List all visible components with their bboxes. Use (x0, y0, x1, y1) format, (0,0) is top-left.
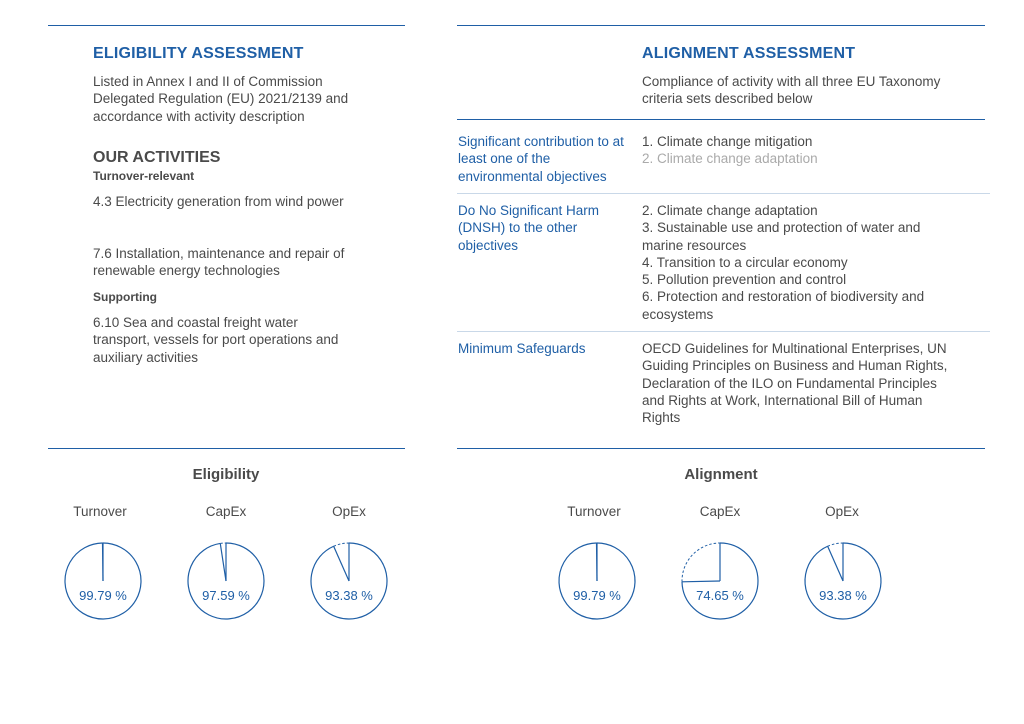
alignment-turnover-pie (555, 539, 639, 623)
objective-item: 1. Climate change mitigation (642, 134, 813, 149)
pie-radius (334, 546, 349, 581)
criterion-significant-contribution: Significant contribution to at least one of the environmental objectives (458, 134, 624, 184)
criterion-items-significant-contribution (642, 133, 962, 168)
pie-svg (678, 539, 762, 623)
activity-item: 4.3 Electricity generation from wind power (93, 194, 344, 209)
chart-category-label: OpEx (825, 504, 859, 519)
objective-item: 4. Transition to a circular economy (642, 254, 848, 270)
right-bottom-rule (457, 448, 985, 449)
alignment-table-top-rule (457, 119, 985, 120)
activity-item: 6.10 Sea and coastal freight water transport, vessels for port operations and auxiliary activities (93, 315, 339, 365)
eligibility-turnover-pie (61, 539, 145, 623)
chart-category-label: OpEx (332, 504, 366, 519)
pie-radius (828, 546, 843, 581)
pie-svg (307, 539, 391, 623)
chart-category-label: CapEx (205, 504, 247, 519)
objective-item: 2. Climate change adaptation (642, 151, 818, 167)
pie-value-label: 99.79 % (573, 588, 621, 603)
safeguards-text: OECD Guidelines for Multinational Enterprises, UN Guiding Principles on Business and Human Rights, Declaration of the ILO on Fundamental Principles and Rights at Work, International Bill of Human Rights (642, 341, 948, 426)
row-divider (457, 193, 990, 194)
pie-remainder-arc (682, 543, 720, 582)
criterion-items-minimum-safeguards (642, 340, 957, 426)
right-top-rule (457, 25, 985, 26)
chart-category-label: Turnover (73, 504, 127, 519)
criterion-minimum-safeguards: Minimum Safeguards (458, 341, 586, 356)
eligibility-chart-title: Eligibility (192, 466, 260, 483)
eligibility-capex-pie (184, 539, 268, 623)
turnover-relevant-label: Turnover-relevant (93, 169, 195, 183)
alignment-assessment-description: Compliance of activity with all three EU Taxonomy criteria sets described below (642, 74, 941, 107)
objective-item: 3. Sustainable use and protection of water and marine resources (642, 220, 921, 253)
pie-radius (596, 543, 597, 581)
our-activities-title: OUR ACTIVITIES (93, 149, 221, 166)
row-divider (457, 331, 990, 332)
supporting-label: Supporting (93, 290, 157, 304)
pie-value-label: 74.65 % (696, 588, 744, 603)
pie-radius (102, 543, 103, 581)
eligibility-assessment-title: ELIGIBILITY ASSESSMENT (93, 45, 304, 62)
pie-value-label: 99.79 % (79, 588, 127, 603)
pie-radius (220, 543, 226, 581)
alignment-opex-pie (801, 539, 885, 623)
alignment-chart-title: Alignment (684, 466, 758, 483)
pie-value-label: 93.38 % (819, 588, 867, 603)
activity-item: 7.6 Installation, maintenance and repair of renewable energy technologies (93, 246, 345, 279)
alignment-assessment-title: ALIGNMENT ASSESSMENT (642, 45, 856, 62)
pie-radius (682, 581, 720, 582)
objective-item: 2. Climate change adaptation (642, 203, 818, 218)
pie-svg (184, 539, 268, 623)
alignment-capex-pie (678, 539, 762, 623)
pie-value-label: 93.38 % (325, 588, 373, 603)
objective-item: 6. Protection and restoration of biodiversity and ecosystems (642, 289, 925, 322)
left-bottom-rule (48, 448, 405, 449)
pie-svg (61, 539, 145, 623)
pie-remainder-arc (334, 543, 349, 546)
chart-category-label: Turnover (567, 504, 621, 519)
pie-remainder-arc (828, 543, 843, 546)
pie-svg (555, 539, 639, 623)
criterion-dnsh: Do No Significant Harm (DNSH) to the other objectives (458, 203, 600, 253)
criterion-items-dnsh (642, 202, 942, 323)
chart-category-label: CapEx (699, 504, 741, 519)
pie-value-label: 97.59 % (202, 588, 250, 603)
pie-svg (801, 539, 885, 623)
eligibility-opex-pie (307, 539, 391, 623)
eligibility-assessment-description: Listed in Annex I and II of Commission Delegated Regulation (EU) 2021/2139 and accordance with activity description (93, 74, 349, 124)
objective-item: 5. Pollution prevention and control (642, 272, 847, 288)
left-top-rule (48, 25, 405, 26)
